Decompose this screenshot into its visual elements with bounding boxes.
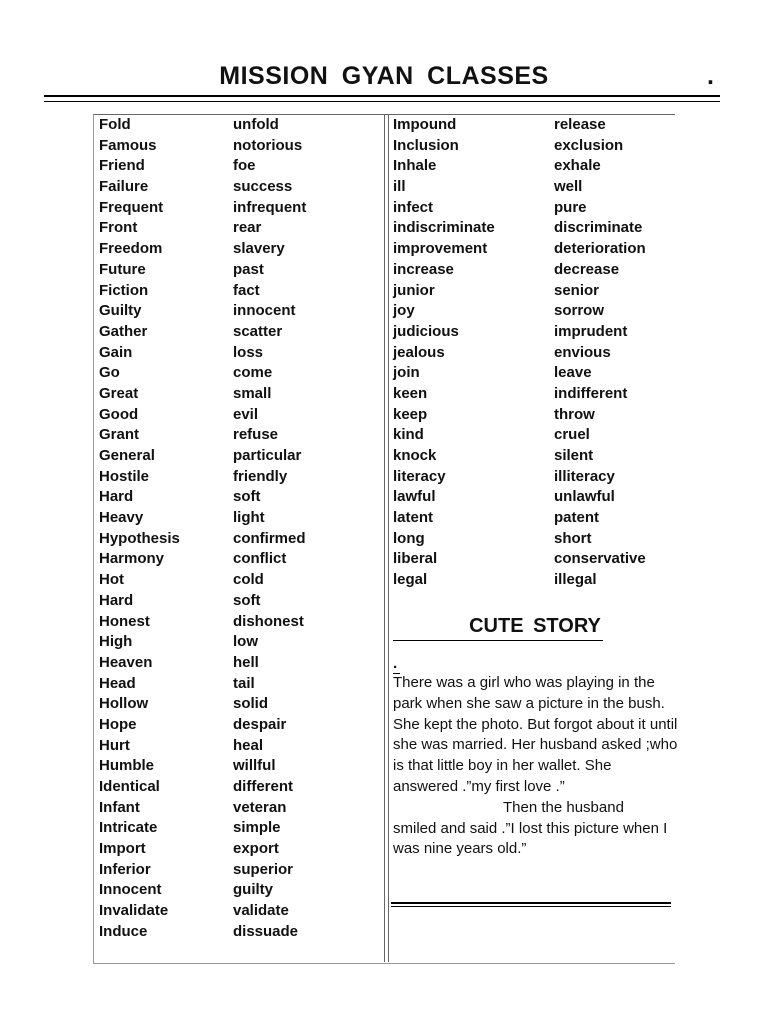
antonym: guilty: [233, 881, 273, 899]
word: Hypothesis: [99, 529, 180, 547]
antonym-pair: [99, 198, 379, 219]
word: knock: [393, 447, 437, 464]
word: Harmony: [99, 550, 165, 568]
antonym: throw: [554, 405, 595, 423]
antonym: simple: [233, 819, 281, 837]
word: Hot: [99, 571, 124, 589]
antonym-pair: [99, 156, 379, 177]
antonym: well: [554, 178, 583, 196]
antonym: unfold: [233, 116, 279, 133]
story-paragraph-4: smiled and said .”I lost this picture when I was nine years old.”: [393, 819, 668, 858]
header-rule-thick: [44, 95, 720, 97]
antonym-pair: [393, 343, 671, 364]
antonym-pair: [99, 694, 379, 715]
word: liberal: [393, 550, 438, 568]
story-paragraph-3: Then the husband: [503, 798, 624, 816]
word: legal: [393, 571, 428, 589]
word: kind: [393, 426, 424, 444]
antonym-pair: [99, 260, 379, 281]
antonym-pair: [393, 281, 671, 302]
word: Hard: [99, 591, 134, 609]
antonym: notorious: [233, 136, 303, 154]
antonym: imprudent: [554, 322, 628, 340]
antonym-pair: [99, 467, 379, 488]
word: Hostile: [99, 467, 150, 485]
word: Fiction: [99, 281, 149, 299]
story-paragraph-2: She kept the photo. But forgot about it until she was married. Her husband asked ;who is that little boy in her wallet. She answered .”my first love .”: [393, 715, 678, 795]
antonym-pair: [99, 798, 379, 819]
word: joy: [393, 302, 415, 320]
antonym-pair: [393, 487, 671, 508]
antonym: validate: [233, 902, 289, 920]
antonym-pair: [393, 136, 671, 157]
antonym: past: [233, 260, 264, 278]
antonym: different: [233, 778, 293, 795]
antonym-pair: [99, 632, 379, 653]
word: Head: [99, 674, 136, 692]
word: Grant: [99, 426, 140, 444]
word: Failure: [99, 178, 149, 196]
antonym-pair: [393, 529, 671, 550]
right-antonym-list: [393, 115, 671, 591]
antonym-pair: [99, 901, 379, 922]
antonym-pair: [99, 839, 379, 860]
antonym-pair: [393, 570, 671, 591]
antonym: soft: [233, 488, 261, 506]
antonym-pair: [99, 653, 379, 674]
word: Gain: [99, 343, 133, 361]
antonym: infrequent: [233, 198, 307, 216]
word: Heavy: [99, 509, 144, 527]
antonym: refuse: [233, 426, 279, 444]
story-text: [393, 673, 678, 860]
antonym-pair: [393, 508, 671, 529]
word: Hope: [99, 715, 137, 733]
antonym: conflict: [233, 550, 287, 568]
word: Guilty: [99, 302, 142, 320]
antonym: veteran: [233, 798, 287, 816]
antonym-pair: [99, 880, 379, 901]
antonym: tail: [233, 674, 255, 692]
antonym-pair: [393, 177, 671, 198]
antonym-pair: [99, 405, 379, 426]
antonym-pair: [99, 281, 379, 302]
antonym-pair: [99, 674, 379, 695]
word: keen: [393, 384, 428, 402]
word: latent: [393, 509, 434, 527]
antonym: foe: [233, 157, 256, 175]
antonym-pair: [393, 115, 671, 136]
antonym-pair: [393, 198, 671, 219]
antonym: fact: [233, 281, 260, 299]
antonym-pair: [99, 570, 379, 591]
antonym-pair: [99, 529, 379, 550]
antonym-pair: [99, 343, 379, 364]
word: Innocent: [99, 881, 162, 899]
word: jealous: [393, 343, 445, 361]
antonym-pair: [393, 239, 671, 260]
word: High: [99, 633, 133, 651]
antonym-pair: [99, 736, 379, 757]
antonym: pure: [554, 198, 587, 216]
word: Import: [99, 840, 146, 858]
story-end-rule-thick: [391, 902, 671, 904]
antonym: solid: [233, 695, 269, 713]
antonym-pair: [393, 384, 671, 405]
word: Great: [99, 384, 139, 402]
antonym: soft: [233, 591, 261, 609]
antonym: dishonest: [233, 612, 304, 630]
word: Hollow: [99, 695, 149, 713]
word: Inhale: [393, 157, 437, 175]
antonym: innocent: [233, 302, 296, 320]
antonym: rear: [233, 219, 262, 237]
antonym-pair: [99, 363, 379, 384]
antonym-pair: [393, 260, 671, 281]
antonym-pair: [99, 239, 379, 260]
antonym: light: [233, 509, 265, 527]
antonym-pair: [393, 218, 671, 239]
antonym-pair: [393, 446, 671, 467]
word: Humble: [99, 757, 155, 775]
story-paragraph-1: There was a girl who was playing in the park when she saw a picture in the bush.: [393, 674, 665, 712]
story-title: CUTE STORY: [469, 615, 601, 637]
antonym-pair: [99, 508, 379, 529]
antonym-pair: [393, 322, 671, 343]
antonym-pair: [99, 322, 379, 343]
word: Gather: [99, 322, 148, 340]
story-title-rule: [393, 640, 603, 641]
antonym-pair: [99, 384, 379, 405]
antonym: export: [233, 840, 279, 858]
word: long: [393, 529, 425, 547]
word: Freedom: [99, 240, 163, 258]
word: Intricate: [99, 819, 158, 837]
word: infect: [393, 198, 434, 216]
antonym-pair: [393, 363, 671, 384]
column-divider-inner: [388, 114, 389, 962]
word: Go: [99, 364, 120, 382]
antonym-pair: [99, 777, 379, 798]
antonym-pair: [99, 218, 379, 239]
word: Inferior: [99, 860, 151, 878]
word: judicious: [393, 322, 459, 340]
antonym: exclusion: [554, 136, 624, 154]
antonym: conservative: [554, 550, 646, 568]
word: junior: [393, 281, 435, 299]
antonym: unlawful: [554, 488, 615, 506]
word: Friend: [99, 157, 145, 175]
antonym-pair: [393, 301, 671, 322]
left-antonym-list: [99, 115, 379, 943]
antonym: release: [554, 116, 606, 133]
antonym-pair: [393, 425, 671, 446]
antonym: senior: [554, 281, 600, 299]
antonym-pair: [99, 549, 379, 570]
antonym: decrease: [554, 260, 620, 278]
word: Hurt: [99, 736, 130, 754]
word: Hard: [99, 488, 134, 506]
antonym-pair: [99, 612, 379, 633]
word: Heaven: [99, 653, 153, 671]
antonym: leave: [554, 364, 592, 382]
antonym-pair: [99, 425, 379, 446]
antonym-pair: [99, 818, 379, 839]
story-dot: .: [393, 655, 398, 672]
word: lawful: [393, 488, 436, 506]
word: Future: [99, 260, 146, 278]
antonym: short: [554, 529, 592, 547]
antonym: cruel: [554, 426, 590, 444]
antonym: success: [233, 178, 293, 196]
page-header: [0, 62, 768, 92]
header-dot: .: [707, 62, 714, 90]
word: join: [393, 364, 420, 382]
word: Induce: [99, 922, 148, 940]
antonym: willful: [233, 757, 276, 775]
word: Identical: [99, 778, 160, 795]
antonym: cold: [233, 571, 264, 589]
antonym-pair: [99, 715, 379, 736]
antonym: loss: [233, 343, 264, 361]
antonym-pair: [99, 177, 379, 198]
antonym: heal: [233, 736, 264, 754]
antonym: scatter: [233, 322, 283, 340]
antonym: evil: [233, 405, 259, 423]
antonym: low: [233, 633, 258, 651]
word: ill: [393, 178, 406, 196]
antonym: friendly: [233, 467, 288, 485]
word: Frequent: [99, 198, 164, 216]
page-title: MISSION GYAN CLASSES: [219, 62, 549, 90]
word: increase: [393, 260, 454, 278]
word: Impound: [393, 116, 457, 133]
word: Infant: [99, 798, 140, 816]
antonym-pair: [393, 405, 671, 426]
word: General: [99, 447, 155, 464]
antonym: particular: [233, 447, 302, 464]
antonym: slavery: [233, 240, 285, 258]
word: Good: [99, 405, 139, 423]
word: Invalidate: [99, 902, 169, 920]
antonym-pair: [99, 591, 379, 612]
antonym-pair: [99, 922, 379, 943]
story-end-rule-thin: [391, 906, 671, 907]
antonym-pair: [99, 446, 379, 467]
antonym-pair: [99, 136, 379, 157]
word: indiscriminate: [393, 219, 495, 237]
antonym: come: [233, 364, 273, 382]
antonym: indifferent: [554, 384, 628, 402]
antonym-pair: [393, 156, 671, 177]
antonym: patent: [554, 509, 599, 527]
antonym: envious: [554, 343, 611, 361]
antonym: exhale: [554, 157, 601, 175]
antonym: discriminate: [554, 219, 643, 237]
antonym: despair: [233, 715, 287, 733]
word: improvement: [393, 240, 488, 258]
antonym: illiteracy: [554, 467, 615, 485]
header-rule-thin: [44, 101, 720, 102]
antonym-pair: [99, 487, 379, 508]
word: keep: [393, 405, 428, 423]
antonym-pair: [99, 860, 379, 881]
antonym: hell: [233, 653, 259, 671]
antonym-pair: [99, 756, 379, 777]
word: literacy: [393, 467, 446, 485]
word: Fold: [99, 116, 131, 133]
antonym: deterioration: [554, 240, 646, 258]
word: Honest: [99, 612, 150, 630]
antonym: silent: [554, 447, 594, 464]
antonym: illegal: [554, 571, 597, 589]
antonym-pair: [99, 301, 379, 322]
antonym-pair: [99, 115, 379, 136]
antonym-pair: [393, 549, 671, 570]
word: Front: [99, 219, 138, 237]
column-divider: [384, 114, 385, 962]
antonym: sorrow: [554, 302, 605, 320]
antonym: dissuade: [233, 922, 299, 940]
antonym: superior: [233, 860, 294, 878]
word: Famous: [99, 136, 157, 154]
antonym: small: [233, 384, 272, 402]
antonym-pair: [393, 467, 671, 488]
word: Inclusion: [393, 136, 459, 154]
antonym: confirmed: [233, 529, 306, 547]
